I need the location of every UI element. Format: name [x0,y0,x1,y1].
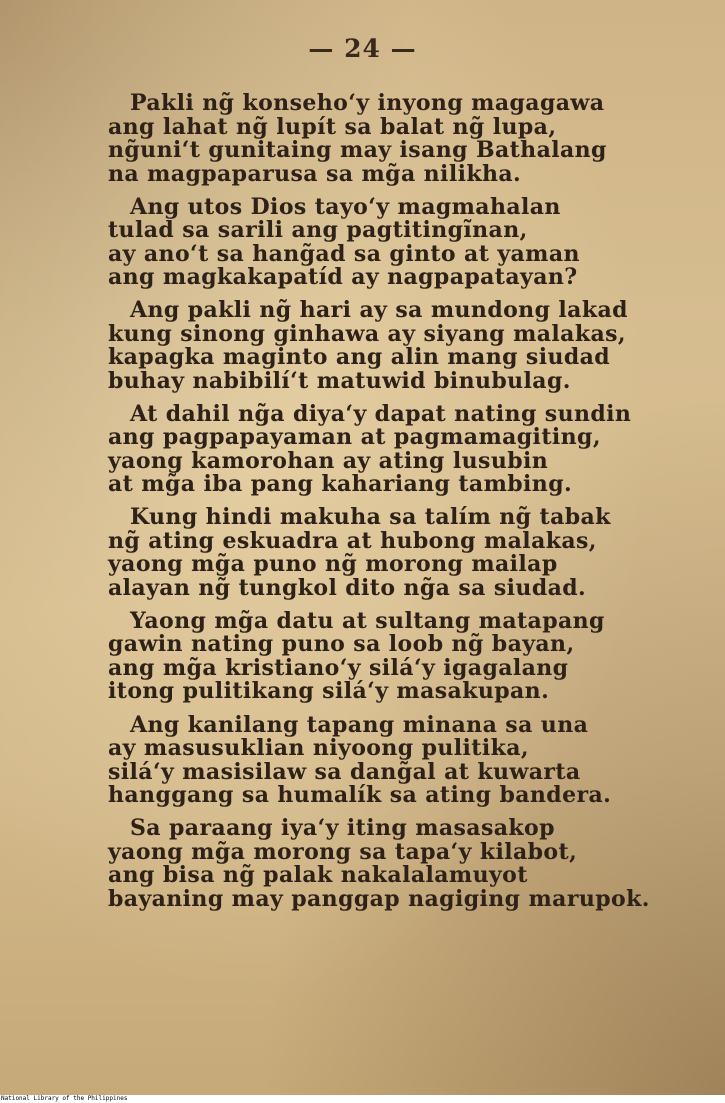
verse-line: yaong mg̃a morong sa tapa‘y kilabot, [108,838,578,865]
poem-body [0,92,725,921]
stanza [0,92,725,186]
verse-line: ang pagpapayaman at pagmamagiting, [108,424,601,451]
stanza [0,817,725,911]
verse-line: na magpaparusa sa mg̃a nilikha. [108,160,522,187]
footer-strip [0,1095,725,1103]
verse-line: tulad sa sarili ang pagtitingĩnan, [108,217,528,244]
verse-line: yaong mg̃a puno ng̃ morong mailap [108,551,558,578]
verse-line: ang magkakapatíd ay nagpapatayan? [108,264,578,291]
stanza [0,506,725,600]
verse-line: at mg̃a iba pang kahariang tambing. [108,471,573,498]
verse-line: ay masusuklian niyoong pulitika, [108,735,529,762]
verse-line: ay ano‘t sa hang̃ad sa ginto at yaman [108,240,580,267]
stanza [0,193,725,291]
stanza [0,400,725,498]
verse-line: ng̃ ating eskuadra at hubong malakas, [108,527,597,554]
verse-line: alayan ng̃ tungkol dito ng̃a sa siudad. [108,574,587,601]
stanza [0,711,725,809]
verse-line: kung sinong ginhawa ay siyang malakas, [108,320,626,347]
verse-line: Yaong mg̃a datu at sultang matapang [130,607,605,634]
verse-line: itong pulitikang silá‘y masakupan. [108,678,550,705]
verse-line: Sa paraang iya‘y iting masasakop [130,815,555,842]
verse-line: yaong kamorohan ay ating lusubin [108,447,549,474]
verse-line: gawin nating puno sa loob ng̃ bayan, [108,631,575,658]
stanza [0,299,725,393]
verse-line: Ang utos Dios tayo‘y magmahalan [130,193,561,220]
library-credit: National Library of the Philippines [1,1095,128,1102]
verse-line: ng̃uni‘t gunitaing may isang Bathalang [108,137,607,163]
verse-line: Ang kanilang tapang minana sa una [130,711,589,738]
page-number: — 24 — [308,34,417,63]
stanza [0,607,725,705]
verse-line: bayaning may panggap nagiging marupok. [108,885,650,912]
verse-line: ang mg̃a kristiano‘y silá‘y igagalang [108,654,569,681]
verse-line: silá‘y masisilaw sa dang̃al at kuwarta [108,758,581,785]
verse-line: ang lahat ng̃ lupít sa balat ng̃ lupa, [108,113,557,140]
verse-line: hanggang sa humalík sa ating bandera. [108,782,612,809]
verse-line: kapagka maginto ang alin mang siudad [108,344,611,371]
verse-line: buhay nabibilí‘t matuwid binubulag. [108,367,571,394]
verse-line: Pakli ng̃ konseho‘y inyong magagawa [130,90,605,116]
verse-line: At dahil ng̃a diya‘y dapat nating sundin [130,400,632,427]
verse-line: Ang pakli ng̃ hari ay sa mundong lakad [130,297,628,324]
verse-line: ang bisa ng̃ palak nakalalamuyot [108,862,528,889]
verse-line: Kung hindi makuha sa talím ng̃ tabak [130,504,611,531]
